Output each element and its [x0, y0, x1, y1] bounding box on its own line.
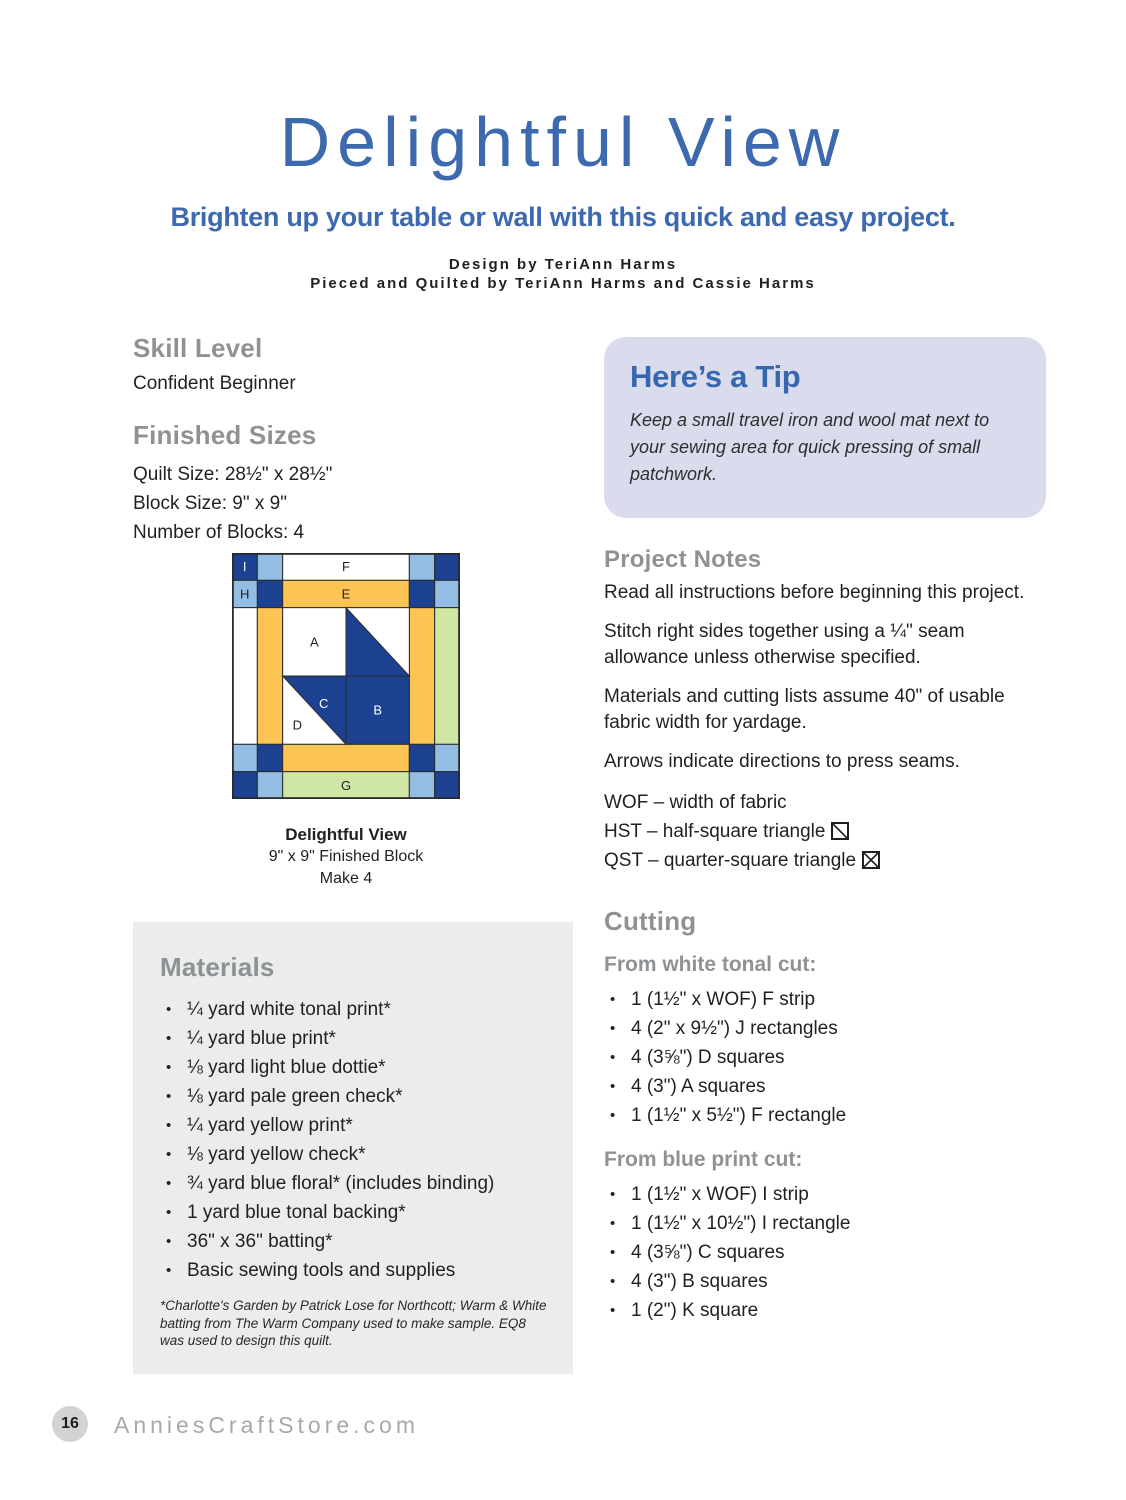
- svg-text:C: C: [319, 695, 329, 711]
- caption-line: 9" x 9" Finished Block: [268, 848, 424, 865]
- list-item: • 4 (2" x 9½") J rectangles: [604, 1014, 1048, 1043]
- list-item: • 1 (2") K square: [604, 1296, 1048, 1325]
- page-number-badge: 16: [52, 1406, 88, 1442]
- list-item: • ⅛ yard pale green check*: [160, 1082, 547, 1111]
- credit-line: Design by TeriAnn Harms: [448, 256, 678, 273]
- tip-box: [604, 337, 1046, 518]
- abbreviations-section: [604, 788, 1048, 875]
- list-item: • ⅛ yard light blue dottie*: [160, 1053, 547, 1082]
- list-item: • 4 (3") A squares: [604, 1072, 1048, 1101]
- block-diagram-caption: [212, 824, 480, 890]
- list-item: • ⅛ yard yellow check*: [160, 1140, 547, 1169]
- caption-title: Delightful View: [285, 825, 407, 844]
- list-item: • ¼ yard blue print*: [160, 1024, 547, 1053]
- cutting-group-white-heading: From white tonal cut:: [604, 953, 817, 976]
- list-item: • 4 (3") B squares: [604, 1267, 1048, 1296]
- skill-level-section: [133, 333, 573, 395]
- size-line: Block Size: 9" x 9": [133, 493, 287, 514]
- qst-icon: [862, 851, 880, 869]
- block-diagram-svg: [232, 553, 460, 799]
- page-title: Delightful View: [279, 103, 847, 181]
- credit-line: Pieced and Quilted by TeriAnn Harms and Cassie Harms: [310, 275, 816, 292]
- list-item: • ¼ yard yellow print*: [160, 1111, 547, 1140]
- cutting-heading: Cutting: [604, 906, 697, 936]
- tip-heading: Here’s a Tip: [630, 359, 801, 394]
- finished-sizes-heading: Finished Sizes: [133, 420, 317, 450]
- cutting-group-white: [604, 953, 1048, 1130]
- svg-text:B: B: [373, 702, 383, 718]
- note-paragraph: Materials and cutting lists assume 40" of usable fabric width for yardage.: [604, 686, 1005, 733]
- cutting-group-blue: [604, 1148, 1048, 1325]
- page-subtitle: Brighten up your table or wall with this quick and easy project.: [170, 202, 956, 232]
- note-paragraph: Read all instructions before beginning this project.: [604, 582, 1025, 603]
- svg-text:F: F: [342, 559, 350, 575]
- project-notes-paragraphs: [604, 580, 1048, 775]
- svg-text:G: G: [340, 777, 352, 793]
- materials-heading: Materials: [160, 952, 275, 982]
- finished-sizes-section: [133, 420, 573, 547]
- materials-footnote: *Charlotte's Garden by Patrick Lose for Northcott; Warm & White batting from The Warm Company used to make sample. EQ8 was used to design this quilt.: [160, 1298, 547, 1348]
- cutting-section: [604, 906, 1048, 1343]
- skill-level-heading: Skill Level: [133, 333, 263, 363]
- size-line: Number of Blocks: 4: [133, 522, 305, 543]
- materials-list: [160, 995, 547, 1285]
- list-item: • 1 (1½" x WOF) F strip: [604, 985, 1048, 1014]
- materials-section: [133, 922, 573, 1374]
- size-line: Quilt Size: 28½" x 28½": [133, 464, 333, 485]
- site-name: AnniesCraftStore.com: [114, 1412, 419, 1438]
- block-diagram: [232, 553, 460, 799]
- list-item: • 1 (1½" x 5½") F rectangle: [604, 1101, 1048, 1130]
- list-item: • 1 (1½" x 10½") I rectangle: [604, 1209, 1048, 1238]
- svg-text:A: A: [309, 634, 319, 650]
- caption-lines: [212, 846, 480, 890]
- abbreviation-row: QST – quarter-square triangle: [604, 846, 1048, 875]
- svg-text:E: E: [341, 586, 351, 602]
- list-item: • ¼ yard white tonal print*: [160, 995, 547, 1024]
- svg-text:H: H: [239, 586, 250, 602]
- cutting-group-blue-heading: From blue print cut:: [604, 1148, 803, 1171]
- list-item: • Basic sewing tools and supplies: [160, 1256, 547, 1285]
- project-notes-section: [604, 546, 1048, 788]
- tip-body: Keep a small travel iron and wool mat next to your sewing area for quick pressing of small patchwork.: [630, 410, 990, 484]
- abbreviation-row: WOF – width of fabric: [604, 792, 787, 813]
- finished-sizes-lines: [133, 460, 573, 547]
- svg-text:I: I: [242, 559, 247, 575]
- list-item: • 1 yard blue tonal backing*: [160, 1198, 547, 1227]
- list-item: • ¾ yard blue floral* (includes binding): [160, 1169, 547, 1198]
- note-paragraph: Arrows indicate directions to press seams.: [604, 751, 960, 772]
- hst-icon: [831, 822, 849, 840]
- caption-line: Make 4: [319, 870, 373, 887]
- note-paragraph: Stitch right sides together using a ¼" seam allowance unless otherwise specified.: [604, 621, 965, 668]
- credits: [0, 255, 1126, 293]
- list-item: • 4 (3⅝") D squares: [604, 1043, 1048, 1072]
- page-footer: [52, 1406, 1052, 1446]
- abbreviation-row: HST – half-square triangle: [604, 817, 1048, 846]
- svg-text:D: D: [292, 717, 303, 733]
- list-item: • 1 (1½" x WOF) I strip: [604, 1180, 1048, 1209]
- list-item: • 4 (3⅝") C squares: [604, 1238, 1048, 1267]
- project-notes-heading: Project Notes: [604, 546, 762, 573]
- skill-level-value: Confident Beginner: [133, 373, 296, 394]
- list-item: • 36" x 36" batting*: [160, 1227, 547, 1256]
